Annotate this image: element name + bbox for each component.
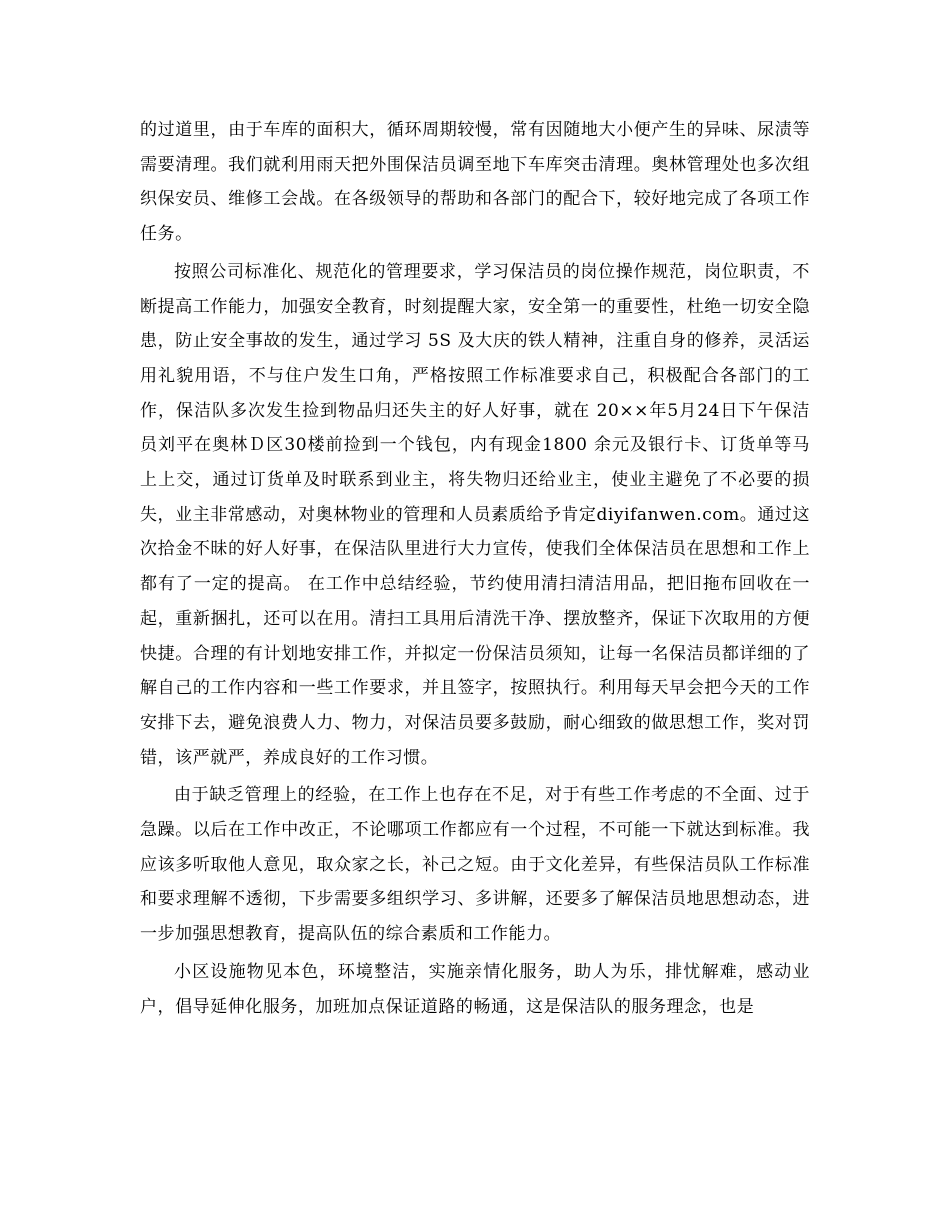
paragraph-work-standards: 按照公司标准化、规范化的管理要求，学习保洁员的岗位操作规范，岗位职责，不断提高工作能力，加强安全教育，时刻提醒大家，安全第一的重要性，杜绝一切安全隐患，防止安全事故的发生，通过学习 5S 及大庆的铁人精神，注重自身的修养，灵活运用礼貌用语，不与住户发生口角，严格按照工作标准要求自己，积极配合各部门的工作，保洁队多次发生捡到物品归还失主的好人好事，就在 20××年5月24日下午保洁员刘平在奥林Ｄ区30楼前捡到一个钱包，内有现金1800 余元及银行卡、订货单等马上上交，通过订货单及时联系到业主，将失物归还给业主，使业主避免了不必要的损失，业主非常感动，对奥林物业的管理和人员素质给予肯定diyifanwen.com。通过这次拾金不昧的好人好事，在保洁队里进行大力宣传，使我们全体保洁员在思想和工作上都有了一定的提高。 在工作中总结经验，节约使用清扫清洁用品，把旧拖布回收在一起，重新捆扎，还可以在用。清扫工具用后清洗干净、摆放整齐，保证下次取用的方便快捷。合理的有计划地安排工作，并拟定一份保洁员须知，让每一名保洁员都详细的了解自己的工作内容和一些工作要求，并且签字，按照执行。利用每天早会把今天的工作安排下去，避免浪费人力、物力，对保洁员要多鼓励，耐心细致的做思想工作，奖对罚错，该严就严，养成良好的工作习惯。: [140, 261, 810, 768]
paragraph-service-concept: 小区设施物见本色，环境整洁，实施亲情化服务，助人为乐，排忧解难，感动业户，倡导延伸化服务，加班加点保证道路的畅通，这是保洁队的服务理念，也是: [140, 961, 810, 1017]
paragraph-shortcomings: 由于缺乏管理上的经验，在工作上也存在不足，对于有些工作考虑的不全面、过于急躁。以后在工作中改正，不论哪项工作都应有一个过程，不可能一下就达到标准。我应该多听取他人意见，取众家之长，补己之短。由于文化差异，有些保洁员队工作标准和要求理解不透彻，下步需要多组织学习、多讲解，还要多了解保洁员地思想动态，进一步加强思想教育，提高队伍的综合素质和工作能力。: [140, 785, 810, 945]
paragraph-continuation: 的过道里，由于车库的面积大，循环周期较慢，常有因随地大小便产生的异味、尿渍等需要清理。我们就利用雨天把外围保洁员调至地下车库突击清理。奥林管理处也多次组织保安员、维修工会战。在各级领导的帮助和各部门的配合下，较好地完成了各项工作任务。: [140, 120, 810, 245]
document-body: [140, 113, 810, 1024]
